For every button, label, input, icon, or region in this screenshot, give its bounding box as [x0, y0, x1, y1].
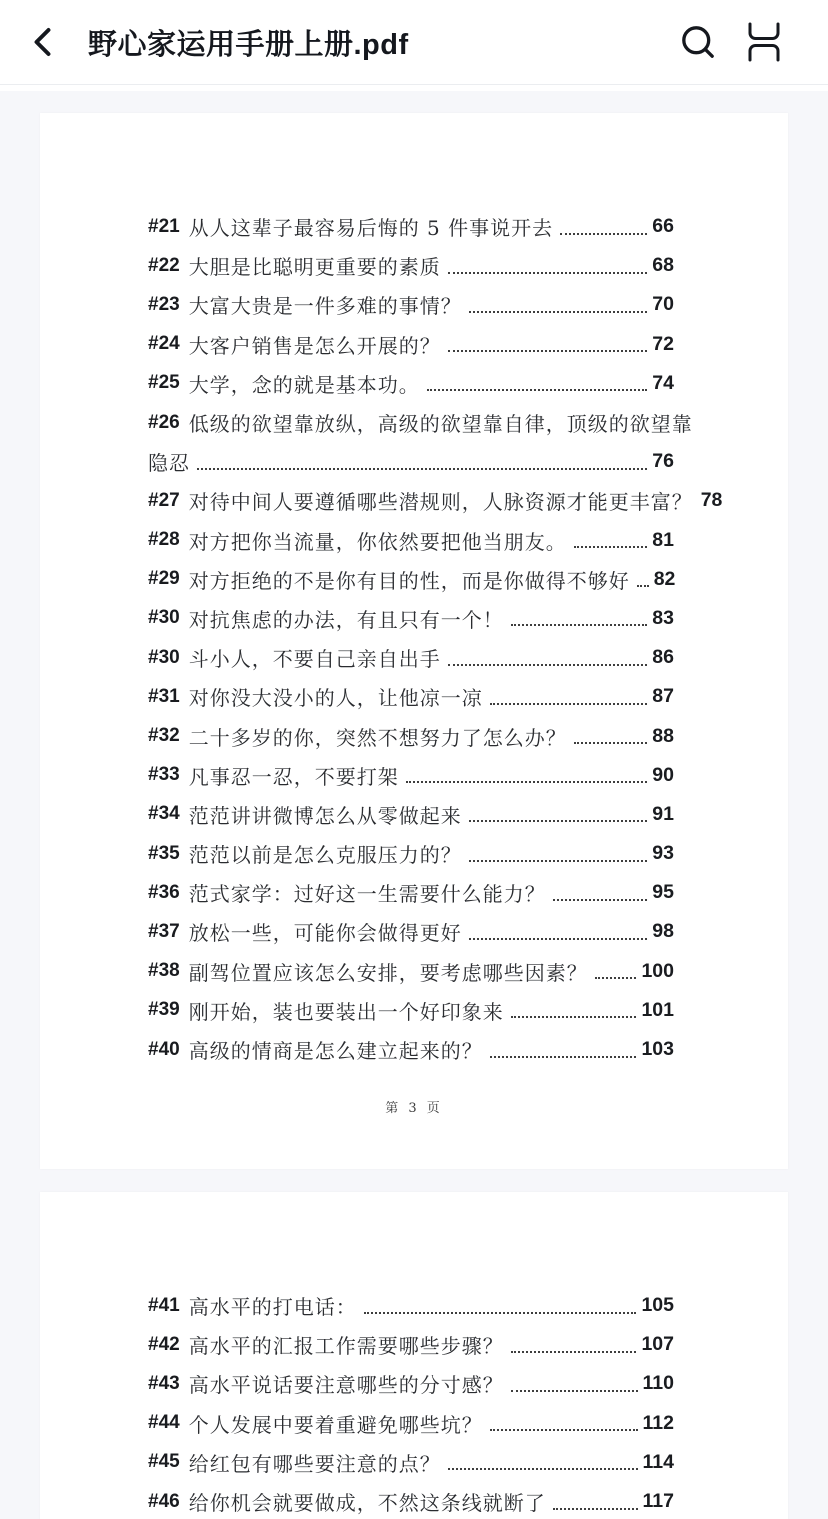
toc-entry[interactable]: [148, 677, 674, 716]
toc-entry[interactable]: [148, 246, 674, 285]
toc-entry-number: #39: [148, 999, 180, 1021]
toc-entry-page: 95: [652, 881, 674, 904]
toc-entry[interactable]: [148, 1325, 674, 1364]
table-of-contents: [40, 113, 788, 1069]
toc-entry[interactable]: [148, 991, 674, 1030]
dot-leader: [560, 219, 647, 235]
toc-entry-number: #42: [148, 1333, 180, 1355]
toc-entry[interactable]: [148, 521, 674, 560]
toc-entry-number: #30: [148, 646, 180, 668]
toc-entry-title: 高级的情商是怎么建立起来的？: [188, 1039, 483, 1064]
toc-entry-number: #43: [148, 1372, 180, 1394]
toc-entry-page: 74: [652, 371, 674, 394]
dot-leader: [553, 1494, 638, 1510]
dot-leader: [427, 375, 648, 391]
toc-entry[interactable]: [148, 442, 674, 481]
search-icon: [677, 21, 719, 63]
toc-entry-title: 隐忍: [148, 451, 190, 476]
dot-leader: [595, 963, 637, 979]
dot-leader: [469, 297, 648, 313]
toc-entry-page: 93: [652, 842, 674, 865]
page-number-footer: 第 3 页: [385, 1101, 443, 1117]
toc-entry-number: #41: [148, 1294, 180, 1316]
toc-entry-page: 117: [642, 1490, 674, 1513]
dot-leader: [511, 1376, 638, 1392]
toc-entry[interactable]: [148, 599, 674, 638]
dot-leader: [511, 610, 648, 626]
toc-entry-title: 范式家学：过好这一生需要什么能力？: [188, 882, 546, 907]
toc-entry[interactable]: [148, 1364, 674, 1403]
toc-entry-title: 低级的欲望靠放纵，高级的欲望靠自律，顶级的欲望靠: [188, 412, 693, 437]
toc-entry-title: 高水平的打电话：: [188, 1295, 357, 1320]
dot-leader: [511, 1002, 637, 1018]
toc-entry-title: 高水平说话要注意哪些的分寸感？: [188, 1373, 504, 1398]
toc-entry-page: 68: [652, 254, 674, 277]
toc-entry-number: #37: [148, 920, 180, 942]
toc-entry-title: 对你没大没小的人，让他凉一凉: [188, 686, 483, 711]
toc-entry-page: 103: [641, 1038, 674, 1061]
toc-entry[interactable]: [148, 756, 674, 795]
toc-entry[interactable]: [148, 716, 674, 755]
toc-entry[interactable]: [148, 638, 674, 677]
toc-entry-number: #31: [148, 685, 180, 707]
dot-leader: [637, 571, 649, 587]
toc-entry-page: 87: [652, 685, 674, 708]
toc-entry-title: 从人这辈子最容易后悔的 5 件事说开去: [188, 216, 554, 241]
toc-entry-page: 114: [642, 1450, 674, 1473]
toc-entry-title: 对方拒绝的不是你有目的性，而是你做得不够好: [188, 568, 630, 593]
toc-entry-title: 对方把你当流量，你依然要把他当朋友。: [188, 529, 567, 554]
toc-entry-page: 98: [652, 920, 674, 943]
toc-entry-title: 大胆是比聪明更重要的素质: [188, 255, 441, 280]
toc-entry[interactable]: [148, 481, 723, 520]
toc-entry-page: 76: [652, 450, 674, 473]
toc-entry-number: #44: [148, 1412, 180, 1434]
toc-entry-title: 大客户销售是怎么开展的？: [188, 333, 441, 358]
toc-entry-number: #26: [148, 411, 180, 433]
toc-entry-number: #40: [148, 1038, 180, 1060]
toc-entry-page: 72: [652, 332, 674, 355]
dot-leader: [469, 846, 648, 862]
toc-entry-title: 放松一些，可能你会做得更好: [188, 921, 462, 946]
toc-entry[interactable]: [148, 1286, 674, 1325]
dot-leader: [469, 924, 648, 940]
dot-leader: [197, 454, 647, 470]
toc-entry[interactable]: [148, 560, 674, 599]
toc-entry-title: 个人发展中要着重避免哪些坑？: [188, 1412, 483, 1437]
dot-leader: [574, 728, 648, 744]
dot-leader: [448, 650, 648, 666]
app-logo-icon: [744, 22, 784, 62]
pdf-page: [40, 1192, 788, 1519]
toc-entry-number: #32: [148, 725, 180, 747]
toc-entry-title: 凡事忍一忍，不要打架: [188, 764, 399, 789]
toc-entry-page: 105: [641, 1294, 674, 1317]
toc-entry-page: 81: [652, 528, 674, 551]
toc-entry-page: 112: [642, 1411, 674, 1434]
toc-entry-page: 91: [652, 802, 674, 825]
toc-entry-title: 斗小人，不要自己亲自出手: [188, 647, 441, 672]
toc-entry[interactable]: [148, 1482, 674, 1519]
dot-leader: [490, 1415, 638, 1431]
toc-entry-page: 107: [641, 1333, 674, 1356]
toc-entry-number: #25: [148, 372, 180, 394]
toc-entry-page: 101: [641, 998, 674, 1021]
document-title: 野心家运用手册上册.pdf: [88, 28, 409, 61]
back-button[interactable]: [22, 20, 66, 64]
toc-entry[interactable]: [148, 912, 674, 951]
toc-entry-page: 86: [652, 646, 674, 669]
document-scroll[interactable]: [0, 91, 828, 1519]
toc-entry-number: #46: [148, 1490, 180, 1512]
toc-entry-page: 82: [653, 567, 676, 590]
pdf-page: [40, 113, 788, 1169]
toc-entry-page: 90: [652, 763, 674, 786]
toc-entry[interactable]: [148, 207, 674, 246]
toc-entry-title: 对抗焦虑的办法，有且只有一个！: [188, 607, 504, 632]
toc-entry-title: 给红包有哪些要注意的点？: [188, 1451, 441, 1476]
toc-entry-title: 给你机会就要做成，不然这条线就断了: [188, 1491, 546, 1516]
toc-entry-title: 副驾位置应该怎么安排，要考虑哪些因素？: [188, 960, 588, 985]
toc-entry[interactable]: [148, 325, 674, 364]
toc-entry-page: 78: [700, 489, 723, 512]
toc-entry-number: #27: [148, 489, 180, 511]
toc-entry-number: #22: [148, 254, 180, 276]
toc-entry-number: #38: [148, 960, 180, 982]
toc-entry-number: #24: [148, 333, 180, 355]
toc-entry[interactable]: [148, 873, 674, 912]
toc-entry-title: 二十多岁的你，突然不想努力了怎么办？: [188, 725, 567, 750]
toc-entry-title: 刚开始，装也要装出一个好印象来: [188, 999, 504, 1024]
toc-entry[interactable]: [148, 952, 674, 991]
dot-leader: [574, 532, 648, 548]
toc-entry-title: 大富大贵是一件多难的事情？: [188, 294, 462, 319]
toc-entry-number: #36: [148, 881, 180, 903]
top-bar: [0, 0, 828, 85]
search-button[interactable]: [676, 20, 720, 64]
toc-entry-number: #35: [148, 842, 180, 864]
dot-leader: [406, 767, 648, 783]
toc-entry-number: #45: [148, 1451, 180, 1473]
toc-entry-number: #29: [148, 568, 180, 590]
dot-leader: [511, 1337, 637, 1353]
toc-entry[interactable]: [148, 364, 674, 403]
toc-entry-page: 83: [652, 606, 674, 629]
toc-entry-number: #23: [148, 293, 180, 315]
toc-entry-number: #21: [148, 215, 180, 237]
toc-entry-number: #30: [148, 607, 180, 629]
dot-leader: [448, 1454, 638, 1470]
toc-entry[interactable]: [148, 834, 674, 873]
toc-entry[interactable]: [148, 1030, 674, 1069]
toc-entry-title: 范范讲讲微博怎么从零做起来: [188, 803, 462, 828]
toc-entry-number: #33: [148, 764, 180, 786]
toc-entry-title: 范范以前是怎么克服压力的？: [188, 843, 462, 868]
toc-entry-number: #28: [148, 529, 180, 551]
dot-leader: [448, 258, 648, 274]
app-logo-button[interactable]: [742, 20, 786, 64]
toc-entry-page: 70: [652, 293, 674, 316]
toc-entry-title: 高水平的汇报工作需要哪些步骤？: [188, 1334, 504, 1359]
dot-leader: [364, 1298, 637, 1314]
back-chevron-icon: [26, 24, 62, 60]
table-of-contents: [40, 1192, 788, 1519]
toc-entry-title: 对待中间人要遵循哪些潜规则，人脉资源才能更丰富？: [188, 490, 693, 515]
dot-leader: [553, 885, 648, 901]
toc-entry-title: 大学，念的就是基本功。: [188, 372, 420, 397]
toc-entry[interactable]: [148, 795, 674, 834]
toc-entry-page: 88: [652, 724, 674, 747]
toc-entry[interactable]: [148, 1443, 674, 1482]
toc-entry[interactable]: [148, 1404, 674, 1443]
dot-leader: [448, 336, 648, 352]
dot-leader: [490, 689, 648, 705]
toc-entry-page: 66: [652, 215, 674, 238]
dot-leader: [469, 806, 648, 822]
dot-leader: [490, 1042, 637, 1058]
toc-entry-page: 100: [641, 959, 674, 982]
toc-entry-number: #34: [148, 803, 180, 825]
toc-entry[interactable]: [148, 285, 674, 324]
toc-entry-page: 110: [642, 1372, 674, 1395]
toc-entry[interactable]: [148, 403, 693, 442]
